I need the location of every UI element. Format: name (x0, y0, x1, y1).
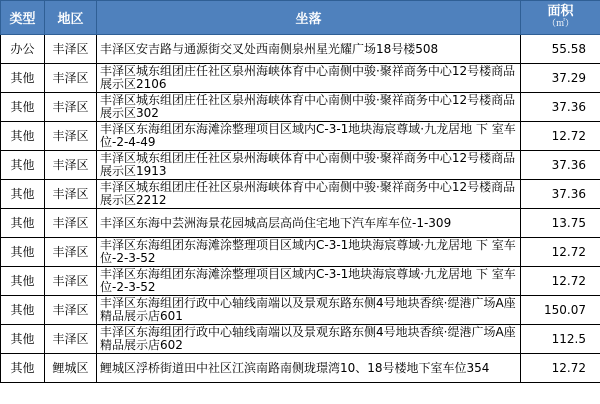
header-type: 类型 (1, 1, 45, 35)
cell-type: 其他 (1, 64, 45, 93)
cell-size: 12.72 (521, 267, 600, 296)
cell-type: 其他 (1, 296, 45, 325)
cell-area: 丰泽区 (45, 151, 97, 180)
header-area: 地区 (45, 1, 97, 35)
cell-size: 12.72 (521, 238, 600, 267)
table-row (1, 296, 600, 325)
table-row (1, 180, 600, 209)
cell-type: 其他 (1, 354, 45, 383)
table-row (1, 238, 600, 267)
cell-area: 丰泽区 (45, 180, 97, 209)
table-row (1, 64, 600, 93)
cell-area: 丰泽区 (45, 93, 97, 122)
header-size (521, 1, 600, 35)
table-row (1, 93, 600, 122)
cell-area: 丰泽区 (45, 267, 97, 296)
table-row (1, 151, 600, 180)
cell-address: 丰泽区东海组团行政中心轴线南端以及景观东路东侧4号地块香缤·缇港广场A座精品展示店601 (97, 296, 521, 325)
header-size-label: 面积 (547, 3, 574, 19)
cell-address: 丰泽区安吉路与通源街交叉处西南侧泉州星光耀广场18号楼508 (97, 35, 521, 64)
cell-type: 其他 (1, 180, 45, 209)
cell-size: 112.5 (521, 325, 600, 354)
cell-area: 丰泽区 (45, 35, 97, 64)
cell-type: 其他 (1, 325, 45, 354)
header-size-unit: （㎡） (546, 18, 574, 29)
cell-type: 其他 (1, 122, 45, 151)
cell-address: 丰泽区城东组团庄任社区泉州海峡体育中心南侧中骏·聚祥商务中心12号楼商品展示区2106 (97, 64, 521, 93)
cell-address: 丰泽区城东组团庄任社区泉州海峡体育中心南侧中骏·聚祥商务中心12号楼商品展示区302 (97, 93, 521, 122)
cell-area: 丰泽区 (45, 325, 97, 354)
cell-size: 12.72 (521, 122, 600, 151)
table-row (1, 325, 600, 354)
cell-address: 丰泽区东海中芸洲海景花园城高层高尚住宅地下汽车库车位-1-309 (97, 209, 521, 238)
cell-area: 丰泽区 (45, 64, 97, 93)
cell-address: 丰泽区东海组团东海滩涂整理项目区域内C-3-1地块海宸尊域·九龙居地 下 室车位-2-4-49 (97, 122, 521, 151)
cell-size: 37.36 (521, 93, 600, 122)
cell-area: 鲤城区 (45, 354, 97, 383)
cell-type: 其他 (1, 267, 45, 296)
table-row (1, 35, 600, 64)
cell-size: 150.07 (521, 296, 600, 325)
cell-type: 其他 (1, 151, 45, 180)
cell-size: 37.29 (521, 64, 600, 93)
cell-area: 丰泽区 (45, 238, 97, 267)
table-row (1, 354, 600, 383)
cell-address: 丰泽区东海组团行政中心轴线南端以及景观东路东侧4号地块香缤·缇港广场A座精品展示店602 (97, 325, 521, 354)
cell-address: 丰泽区城东组团庄任社区泉州海峡体育中心南侧中骏·聚祥商务中心12号楼商品展示区2212 (97, 180, 521, 209)
table-row (1, 209, 600, 238)
cell-address: 丰泽区东海组团东海滩涂整理项目区域内C-3-1地块海宸尊域·九龙居地 下 室车位-2-3-52 (97, 238, 521, 267)
cell-size: 37.36 (521, 151, 600, 180)
cell-address: 鲤城区浮桥街道田中社区江滨南路南侧珑璟湾10、18号楼地下室车位354 (97, 354, 521, 383)
cell-size: 55.58 (521, 35, 600, 64)
cell-area: 丰泽区 (45, 296, 97, 325)
cell-type: 办公 (1, 35, 45, 64)
cell-size: 12.72 (521, 354, 600, 383)
cell-address: 丰泽区城东组团庄任社区泉州海峡体育中心南侧中骏·聚祥商务中心12号楼商品展示区1913 (97, 151, 521, 180)
header-row (1, 1, 600, 35)
table-row (1, 267, 600, 296)
cell-type: 其他 (1, 209, 45, 238)
cell-area: 丰泽区 (45, 209, 97, 238)
header-address: 坐落 (97, 1, 521, 35)
cell-address: 丰泽区东海组团东海滩涂整理项目区域内C-3-1地块海宸尊域·九龙居地 下 室车位-2-3-52 (97, 267, 521, 296)
cell-type: 其他 (1, 93, 45, 122)
cell-area: 丰泽区 (45, 122, 97, 151)
cell-type: 其他 (1, 238, 45, 267)
cell-size: 13.75 (521, 209, 600, 238)
table-row (1, 122, 600, 151)
cell-size: 37.36 (521, 180, 600, 209)
